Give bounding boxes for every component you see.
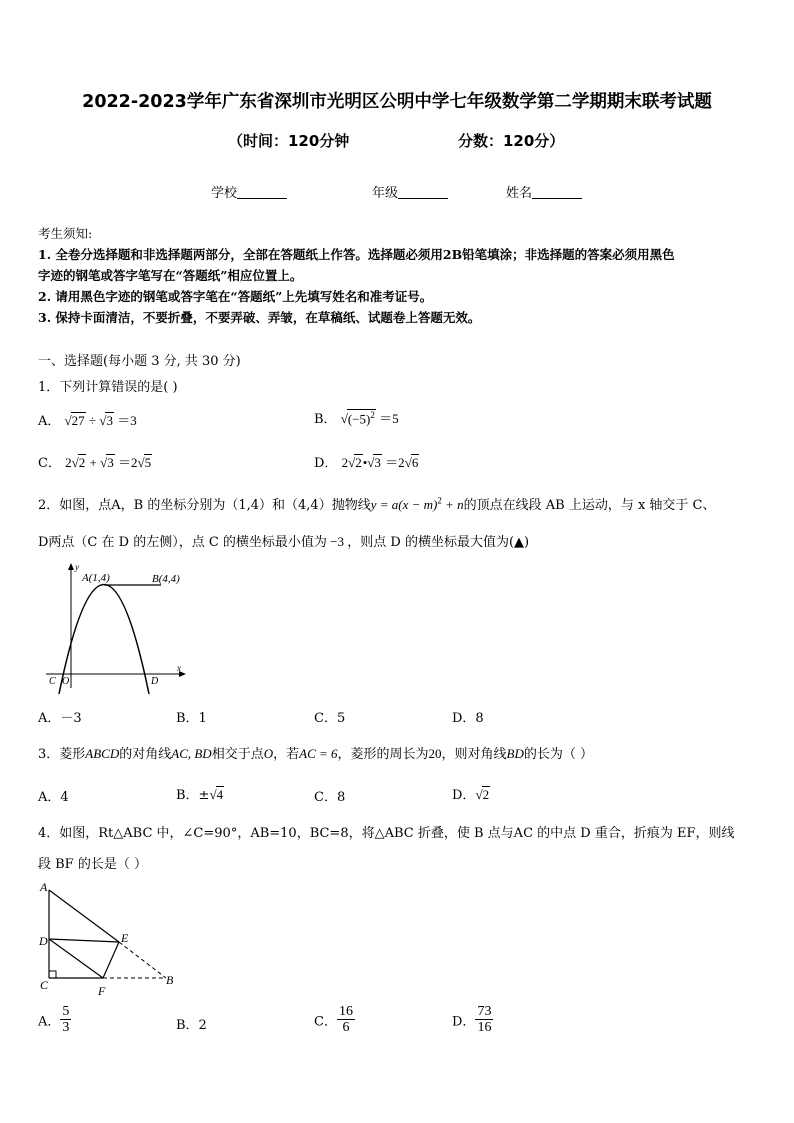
section-heading: 一、选择题(每小题 3 分, 共 30 分) [38, 354, 241, 369]
notice-item-2: 2. 请用黑色字迹的钢笔或答字笔在“答题纸”上先填写姓名和准考证号。 [38, 289, 433, 304]
q3-option-c: C．8 [314, 790, 346, 805]
q4-stem-line2: 段 BF 的长是（ ） [38, 857, 147, 872]
q1-b-expr: $√(-5)^2 =5$ [340, 409, 399, 426]
q2-stem-line2: D两点（C 在 D 的左侧），点 C 的横坐标最小值为 −3 ，则点 D 的横坐标最大值为(▲) [38, 534, 530, 550]
q2-stem-line1: 2．如图，点A，B 的坐标分别为（1,4）和（4,4）抛物线$y = a(x - m)^2 + n$的顶点在线段 AB 上运动，与 x 轴交于 C、 [38, 495, 716, 513]
q4-label-d: D [39, 934, 48, 948]
exam-score: 分数：120分） [458, 132, 565, 150]
q4-side-ae [49, 890, 119, 942]
q3-stem: 3．菱形ABCD的对角线AC, BD相交于点O，若AC = 6，菱形的周长为20，则对角线BD的长为（ ） [38, 746, 594, 762]
notice-item-1b: 字迹的钢笔或答字笔写在“答题纸”相应位置上。 [38, 268, 303, 283]
name-field [506, 182, 582, 201]
q2-figure [44, 560, 194, 695]
school-label: 学校 [211, 186, 238, 201]
q2-label-a: A(1,4) [82, 572, 110, 584]
q4-crease-ef [103, 942, 119, 978]
q4-label-f: F [98, 984, 106, 998]
exam-time: （时间：120分钟 [228, 132, 350, 150]
q4-side-eb [119, 942, 166, 978]
q4-option-c: C． $\frac{16}{6}$ [314, 1004, 353, 1036]
name-blank [532, 185, 582, 199]
q1-c-expr: 2√2 + √3 ＝2√5 [65, 455, 152, 470]
notice-item-3: 3. 保持卡面清洁，不要折叠，不要弄破、弄皱，在草稿纸、试题卷上答题无效。 [38, 310, 481, 325]
q4-option-a: A． $\frac{5}{3}$ [38, 1004, 70, 1036]
q3-option-a: A．4 [38, 790, 69, 805]
q1-option-a: A． √27 ÷ √3 ＝3 [38, 413, 137, 429]
q4-label-c: C [40, 978, 49, 992]
q1-option-d: D． 2√2•√3 ＝2√6 [314, 455, 419, 471]
q4-label-a: A [40, 880, 48, 894]
q1-option-c: C． 2√2 + √3 ＝2√5 [38, 455, 152, 471]
q4-right-angle-mark [49, 971, 56, 978]
q4-label-b: B [166, 973, 174, 987]
q2-label-b: B(4,4) [152, 573, 180, 585]
q1-option-b: B． $√(-5)^2 =5$ [314, 409, 399, 427]
q2-label-c: C [49, 676, 56, 687]
q4-option-b: B．2 [176, 1018, 207, 1033]
q2-label-x: x [177, 663, 181, 673]
q4-figure [36, 878, 182, 1000]
q2-option-a: A．－3 [38, 711, 82, 726]
q2-option-b: B．1 [176, 711, 207, 726]
q2-option-d: D．8 [452, 711, 484, 726]
q1-d-expr: 2√2•√3 ＝2√6 [341, 455, 419, 470]
q1-stem: 1．下列计算错误的是( ) [38, 380, 178, 395]
q3-option-d: D．√2 [452, 787, 490, 803]
notice-item-1: 1. 全卷分选择题和非选择题两部分，全部在答题纸上作答。选择题必须用2B铅笔填涂；非选择题的答案必须用黑色 [38, 247, 675, 262]
q2-label-o: O [62, 676, 70, 687]
q2-parabola [59, 585, 149, 695]
q4-label-e: E [121, 931, 129, 945]
grade-blank [398, 185, 448, 199]
q4-seg-df [49, 939, 103, 978]
school-field [211, 182, 287, 201]
q2-option-c: C．5 [314, 711, 346, 726]
q2-y-axis [68, 563, 74, 688]
q4-stem-line1: 4．如图，Rt△ABC 中，∠C=90°，AB=10，BC=8，将△ABC 折叠，使 B 点与AC 的中点 D 重合，折痕为 EF，则线 [38, 826, 735, 841]
q4-seg-de [49, 939, 119, 942]
exam-title: 2022-2023学年广东省深圳市光明区公明中学七年级数学第二学期期末联考试题 [82, 92, 712, 112]
notice-heading: 考生须知: [38, 226, 93, 241]
grade-field [372, 182, 448, 201]
q2-label-y: y [75, 562, 79, 572]
q2-label-d: D [151, 676, 159, 687]
school-blank [237, 185, 287, 199]
q1-a-expr: √27 ÷ √3 ＝3 [64, 413, 137, 428]
grade-label: 年级 [372, 186, 399, 201]
q3-option-b: B．±√4 [176, 787, 224, 803]
name-label: 姓名 [506, 186, 533, 201]
q4-option-d: D． $\frac{73}{16}$ [452, 1004, 492, 1036]
